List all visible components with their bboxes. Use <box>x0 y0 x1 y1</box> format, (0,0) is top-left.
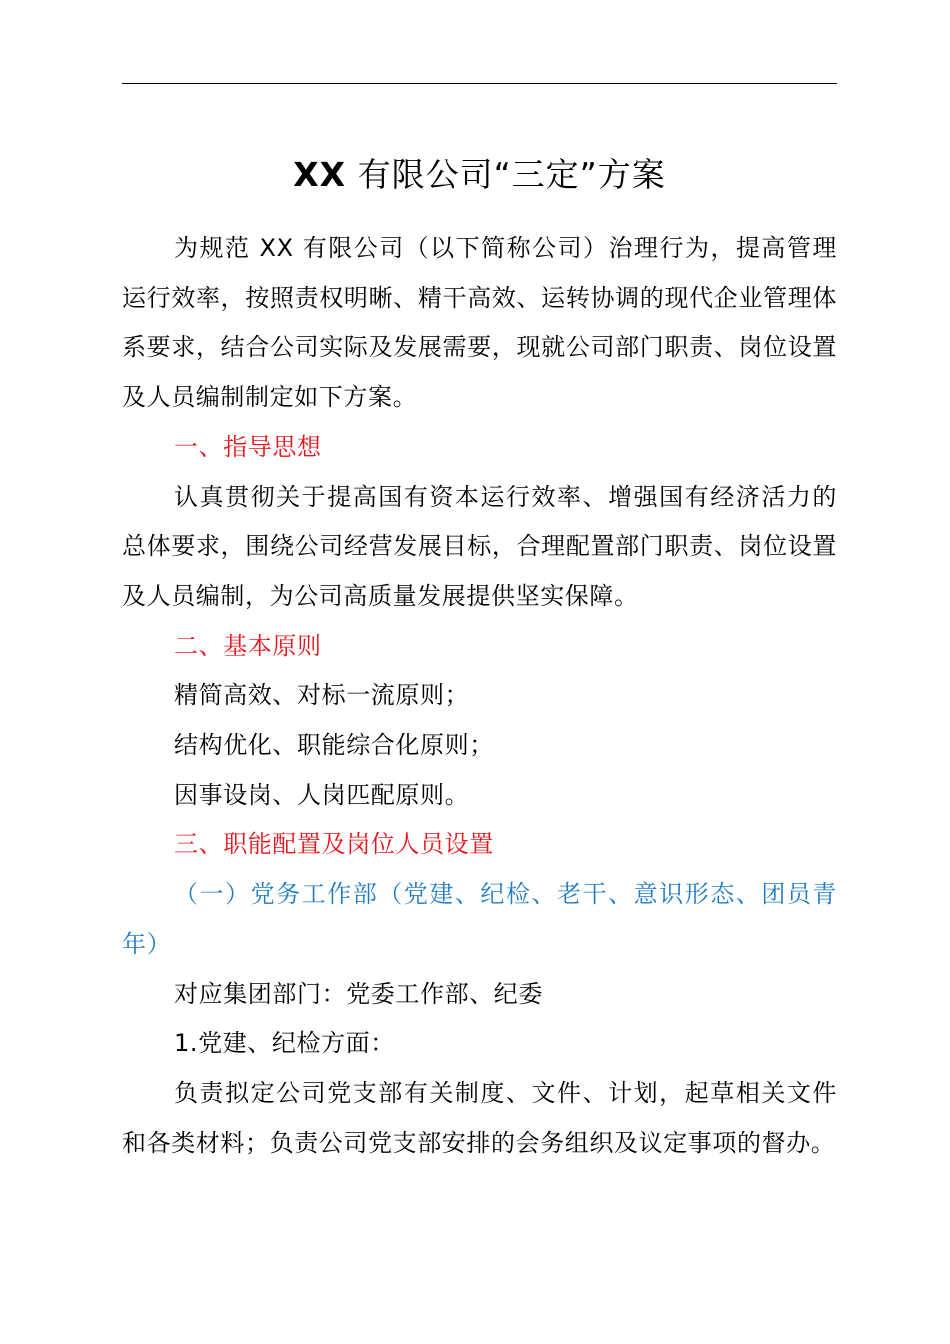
party-building-duties-paragraph: 负责拟定公司党支部有关制度、文件、计划，起草相关文件和各类材料；负责公司党支部安排的会务组织及议定事项的督办。 <box>122 1078 837 1157</box>
principle-item: 因事设岗、人岗匹配原则。 <box>174 780 470 809</box>
principle-item: 精简高效、对标一流原则； <box>174 681 470 710</box>
subsection-heading-party-affairs-dept: （一）党务工作部（党建、纪检、老干、意识形态、团员青年） <box>122 880 837 958</box>
intro-paragraph: 为规范 XX 有限公司（以下简称公司）治理行为，提高管理运行效率，按照责权明晰、精干高效、运转协调的现代企业管理体系要求，结合公司实际及发展需要，现就公司部门职责、岗位设置及人员编制制定如下方案。 <box>122 234 837 412</box>
principle-item: 结构优化、职能综合化原则； <box>174 731 494 760</box>
header-rule <box>122 83 837 84</box>
document-title <box>122 150 837 200</box>
title-rest: 有限公司“三定”方案 <box>346 155 666 194</box>
section-heading-function-configuration: 三、职能配置及岗位人员设置 <box>174 830 494 859</box>
item-heading-party-building: 1.党建、纪检方面： <box>174 1029 395 1058</box>
section-heading-basic-principles: 二、基本原则 <box>174 631 322 660</box>
document-body <box>122 224 837 1168</box>
title-prefix: XX <box>293 155 347 194</box>
guiding-ideology-paragraph: 认真贯彻关于提高国有资本运行效率、增强国有经济活力的总体要求，围绕公司经营发展目标，合理配置部门职责、岗位设置及人员编制，为公司高质量发展提供坚实保障。 <box>122 482 837 610</box>
corresponding-department: 对应集团部门：党委工作部、纪委 <box>174 979 543 1008</box>
section-heading-guiding-ideology: 一、指导思想 <box>174 432 322 461</box>
